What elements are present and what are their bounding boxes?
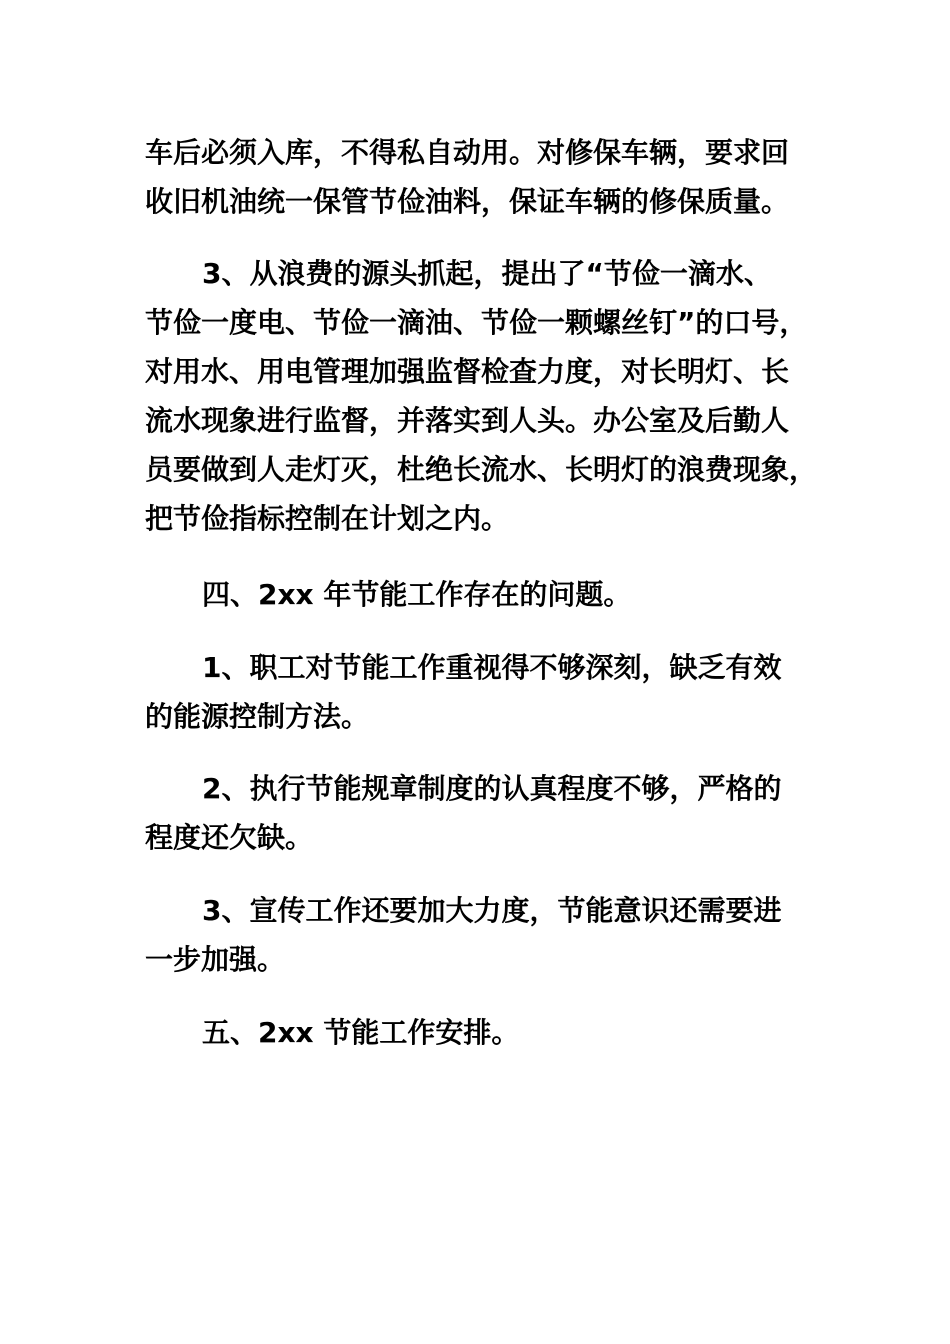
text-line: 收旧机油统一保管节俭油料，保证车辆的修保质量。 <box>145 185 790 218</box>
text-line: 对用水、用电管理加强监督检查力度，对长明灯、长 <box>145 355 790 388</box>
text-line: 3、从浪费的源头抓起，提出了“节俭一滴水、 <box>202 257 772 290</box>
text-line: 五、2xx 节能工作安排。 <box>202 1016 520 1049</box>
text-line: 2、执行节能规章制度的认真程度不够，严格的 <box>202 772 782 805</box>
paragraph-problem-3 <box>0 886 950 984</box>
text-line: 程度还欠缺。 <box>145 821 314 854</box>
paragraph-problem-1 <box>0 643 950 741</box>
text-line: 车后必须入库，不得私自动用。对修保车辆，要求回 <box>145 136 790 169</box>
paragraph-vehicle-storage <box>0 128 950 226</box>
text-line: 把节俭指标控制在计划之内。 <box>145 502 510 535</box>
text-line: 节俭一度电、节俭一滴油、节俭一颗螺丝钉”的口号， <box>145 306 808 339</box>
paragraph-item-3-waste-source <box>0 249 950 543</box>
text-line: 1、职工对节能工作重视得不够深刻，缺乏有效 <box>202 651 782 684</box>
text-line: 四、2xx 年节能工作存在的问题。 <box>202 578 632 611</box>
text-line: 的能源控制方法。 <box>145 700 370 733</box>
section-heading-arrangement <box>0 1008 950 1057</box>
text-line: 一步加强。 <box>145 943 286 976</box>
text-line: 3、宣传工作还要加大力度，节能意识还需要进 <box>202 894 782 927</box>
section-heading-problems <box>0 570 950 619</box>
paragraph-problem-2 <box>0 764 950 862</box>
text-line: 流水现象进行监督，并落实到人头。办公室及后勤人 <box>145 404 790 437</box>
text-line: 员要做到人走灯灭，杜绝长流水、长明灯的浪费现象， <box>145 453 818 486</box>
